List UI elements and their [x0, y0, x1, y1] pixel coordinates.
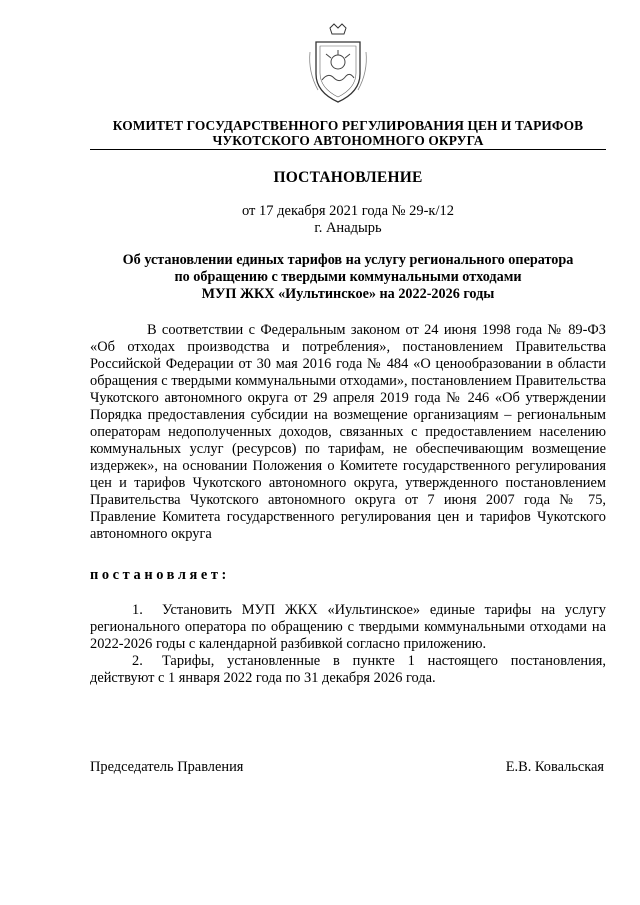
coat-of-arms-icon — [304, 22, 372, 110]
preamble — [90, 322, 606, 543]
subject-line: Об установлении единых тарифов на услугу регионального оператора — [122, 252, 574, 268]
subject-line: по обращению с твердыми коммунальными отходами — [174, 269, 522, 285]
signatory-name: Е.В. Ковальская — [505, 759, 604, 775]
document-city: г. Анадырь — [314, 220, 382, 236]
signatory-position: Председатель Правления — [90, 759, 244, 775]
resolution-items — [90, 602, 606, 687]
item-text: Тарифы, установленные в пункте 1 настоящего постановления, действуют с 1 января 2022 года по 31 декабря 2026 года. — [90, 653, 606, 686]
document-subject — [90, 252, 606, 303]
preamble-paragraph: В соответствии с Федеральным законом от 24 июня 1998 года № 89-ФЗ «Об отходах производства и потребления», постановлением Правительства Российской Федерации от 30 мая 2016 года № 484 «О ценообразовании в области обращения с твердыми коммунальными отходами», постановлением Правительства Чукотского автономного округа от 29 апреля 2019 года № 246 «Об утверждении Порядка предоставления субсидии на возмещение организациям – региональным операторам недополученных доходов, связанных с предоставлением населению коммунальных услуг (ресурсов) по тарифам, не обеспечивающим возмещение издержек», на основании Положения о Комитете государственного регулирования цен и тарифов Чукотского автономного округа, утвержденного постановлением Правительства Чукотского автономного округа от 7 июня 2007 года № 75, Правление Комитета государственного регулирования цен и тарифов Чукотского автономного округа — [90, 322, 606, 542]
document-date-number: от 17 декабря 2021 года № 29-к/12 — [242, 203, 454, 219]
subject-line: МУП ЖКХ «Иультинское» на 2022-2026 годы — [201, 286, 495, 302]
org-name-line-1: КОМИТЕТ ГОСУДАРСТВЕННОГО РЕГУЛИРОВАНИЯ ЦЕН И ТАРИФОВ — [112, 118, 584, 133]
org-name-line-2: ЧУКОТСКОГО АВТОНОМНОГО ОКРУГА — [212, 133, 484, 148]
item-number: 2. — [132, 653, 143, 669]
item-text: Установить МУП ЖКХ «Иультинское» единые тарифы на услугу регионального оператора по обращению с твердыми коммунальными отходами на 2022-2026 годы с календарной разбивкой согласно приложению. — [90, 602, 606, 652]
resolve-word: постановляет: — [90, 567, 230, 583]
item-number: 1. — [132, 602, 143, 618]
document-type: ПОСТАНОВЛЕНИЕ — [273, 169, 423, 186]
issuing-authority — [90, 118, 606, 148]
list-item — [90, 653, 606, 687]
header-divider — [90, 149, 606, 150]
list-item — [90, 602, 606, 653]
